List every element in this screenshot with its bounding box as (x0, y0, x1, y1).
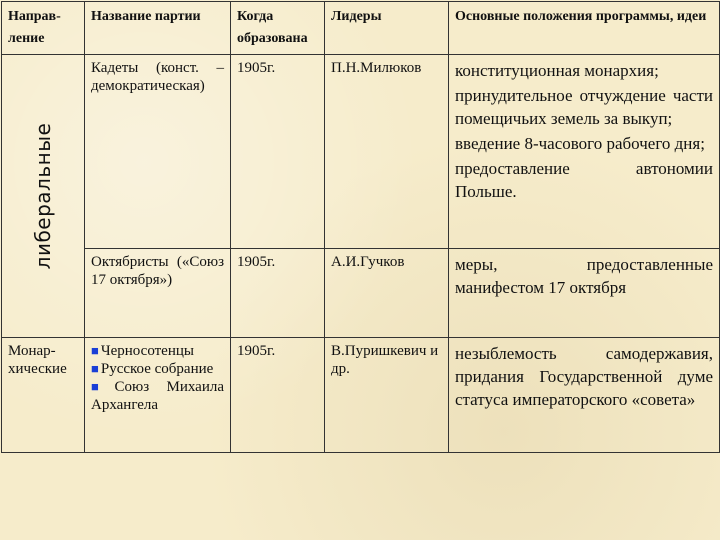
year-cell: 1905г. (231, 55, 325, 249)
program-item: принудительное отчуждение части помещичьих земель за выкуп; (455, 86, 713, 128)
header-direction: Направ-ление (2, 2, 85, 55)
party-name-cell (85, 338, 231, 453)
table-row-monarchists (2, 338, 720, 453)
parties-table (1, 1, 720, 453)
leader-cell: В.Пуришкевич и др. (325, 338, 449, 453)
square-bullet-icon: ■ (91, 379, 113, 394)
square-bullet-icon: ■ (91, 361, 99, 376)
direction-liberal-cell (2, 55, 85, 338)
table-row-kadets (2, 55, 720, 249)
party-name-cell: Кадеты (конст. – демократическая) (85, 55, 231, 249)
square-bullet-icon: ■ (91, 343, 99, 358)
direction-monarchic-label: Монар-хические (2, 338, 85, 453)
program-item: введение 8-часового рабочего дня; (455, 134, 705, 153)
header-program: Основные положения программы, идеи (449, 2, 720, 55)
year-cell: 1905г. (231, 338, 325, 453)
table-row-octobrists (2, 249, 720, 338)
list-item (91, 378, 224, 414)
leader-cell: П.Н.Милюков (325, 55, 449, 249)
header-when: Когда образована (231, 2, 325, 55)
header-leaders: Лидеры (325, 2, 449, 55)
program-cell: незыблемость самодержавия, придания Государственной думе статуса императорского «совета» (449, 338, 720, 453)
party-name-cell: Октябристы («Союз 17 октября») (85, 249, 231, 338)
list-item (91, 342, 224, 360)
program-cell: меры, предоставленные манифестом 17 октября (449, 249, 720, 338)
header-name: Название партии (85, 2, 231, 55)
program-cell (449, 55, 720, 249)
program-item: конституционная монархия; (455, 61, 659, 80)
party-item-label: Русское собрание (100, 361, 214, 377)
party-item-label: Черносотенцы (100, 343, 194, 359)
direction-liberal-label: либеральные (31, 122, 55, 270)
leader-cell: А.И.Гучков (325, 249, 449, 338)
header-row (2, 2, 720, 55)
year-cell: 1905г. (231, 249, 325, 338)
program-item: предоставление автономии Польше. (455, 159, 713, 201)
party-item-label: Союз Михаила Архангела (91, 379, 224, 413)
list-item (91, 360, 224, 378)
